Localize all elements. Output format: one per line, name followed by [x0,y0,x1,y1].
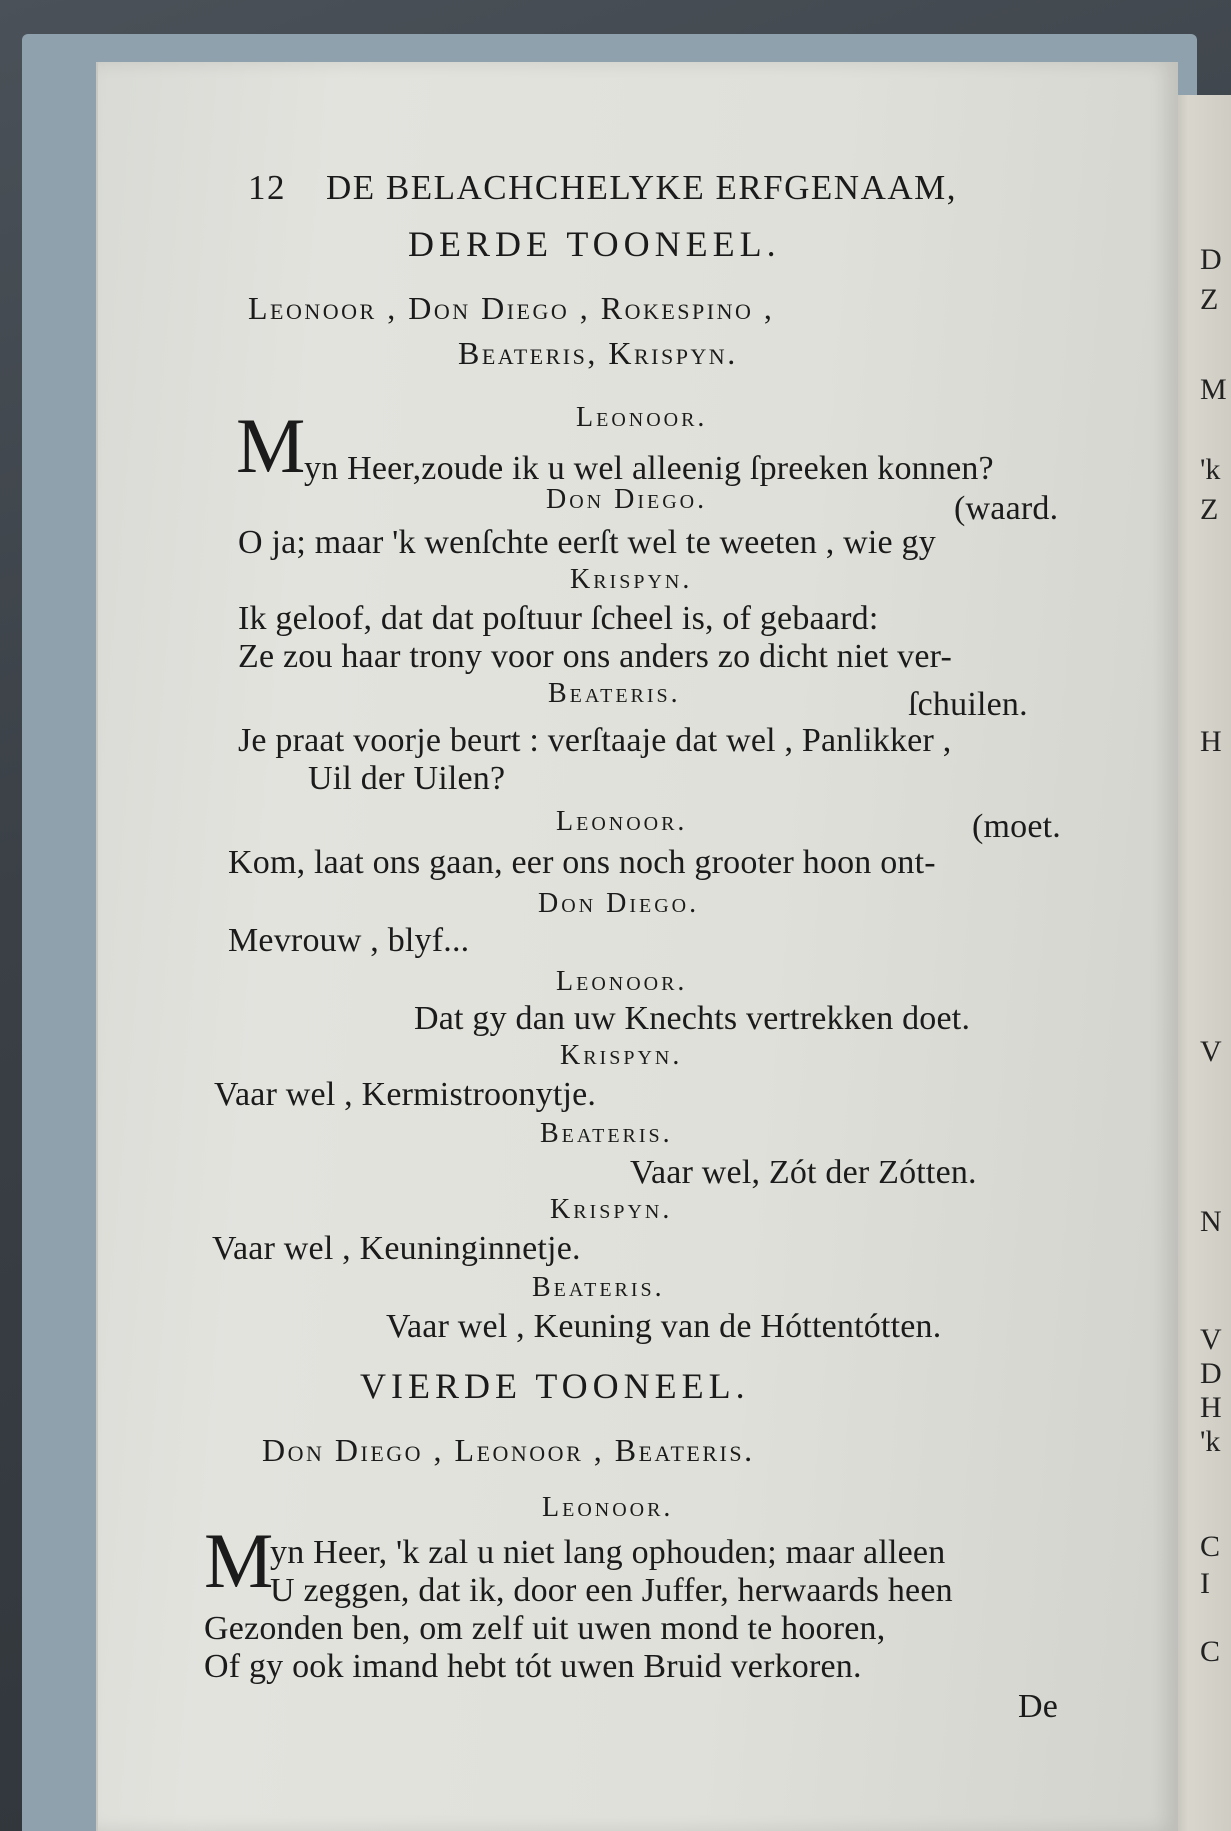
facing-fragment: V [1200,1035,1222,1068]
speaker-label: Krispyn. [550,1194,673,1225]
verse-line: Je praat voorje beurt : verſtaaje dat wel , Panlikker , [238,722,952,759]
speaker-label: Leonoor. [556,966,688,997]
cast-list: Beateris, Krispyn. [458,335,738,371]
catchword: De [1018,1688,1059,1725]
facing-fragment: D [1200,243,1222,276]
facing-fragment: H [1200,1391,1222,1424]
scene-title: VIERDE TOONEEL. [360,1366,750,1406]
facing-fragment: C [1200,1530,1221,1563]
verse-line: O ja; maar 'k wenſchte eerſt wel te weeten , wie gy [238,524,936,561]
verse-turnover: ſchuilen. [908,686,1028,723]
facing-fragment: 'k [1200,1425,1221,1458]
verse-line: yn Heer,zoude ik u wel alleenig ſpreeken konnen? [304,450,994,487]
verse-line: yn Heer, 'k zal u niet lang ophouden; maar alleen [270,1534,946,1571]
facing-fragment: Z [1200,493,1219,526]
speaker-label: Krispyn. [570,564,693,595]
facing-fragment: V [1200,1323,1222,1356]
verse-line: Vaar wel, Zót der Zótten. [630,1154,977,1191]
verse-line: Vaar wel , Keuninginnetje. [212,1230,581,1267]
speaker-label: Don Diego. [538,888,700,919]
facing-fragment: 'k [1200,453,1221,486]
verse-line: U zeggen, dat ik, door een Juffer, herwaards heen [270,1572,953,1609]
scene-title: DERDE TOONEEL. [408,224,781,264]
facing-fragment: D [1200,1357,1222,1390]
speaker-label: Don Diego. [546,484,708,515]
speaker-label: Beateris. [532,1272,665,1303]
speaker-label: Beateris. [548,678,681,709]
facing-fragment: I [1200,1567,1210,1600]
verse-line: Mevrouw , blyf... [228,922,470,959]
facing-fragment: H [1200,725,1222,758]
speaker-label: Beateris. [540,1118,673,1149]
page-text [96,62,1176,1831]
facing-fragment: N [1200,1205,1222,1238]
verse-line: Dat gy dan uw Knechts vertrekken doet. [414,1000,971,1037]
facing-fragment: M [1200,373,1227,406]
cast-list: Don Diego , Leonoor , Beateris. [262,1432,755,1468]
verse-line: Of gy ook imand hebt tót uwen Bruid verkoren. [204,1648,862,1685]
verse-line: Vaar wel , Kermistroonytje. [214,1076,597,1113]
verse-line: Gezonden ben, om zelf uit uwen mond te hooren, [204,1610,886,1647]
facing-page-edge [1170,95,1231,1831]
verse-line: Kom, laat ons gaan, eer ons noch grooter hoon ont- [228,844,936,881]
verse-line: Vaar wel , Keuning van de Hóttentótten. [386,1308,942,1345]
verse-line: Ze zou haar trony voor ons anders zo dicht niet ver- [238,638,953,675]
speaker-label: Leonoor. [576,402,708,433]
drop-cap: M [204,1517,274,1604]
cast-list: Leonoor , Don Diego , Rokespino , [248,290,775,326]
speaker-label: Krispyn. [560,1040,683,1071]
running-head: DE BELACHCHELYKE ERFGENAAM, [326,168,958,207]
speaker-label: Leonoor. [556,806,688,837]
drop-cap: M [236,402,306,489]
speaker-label: Leonoor. [542,1492,674,1523]
facing-fragment: C [1200,1635,1221,1668]
verse-line: Ik geloof, dat dat poſtuur ſcheel is, of gebaard: [238,600,879,637]
verse-turnover: (moet. [972,808,1062,845]
facing-fragment: Z [1200,283,1219,316]
page-number: 12 [248,168,286,207]
verse-turnover: (waard. [954,490,1059,527]
verse-line: Uil der Uilen? [308,760,506,797]
